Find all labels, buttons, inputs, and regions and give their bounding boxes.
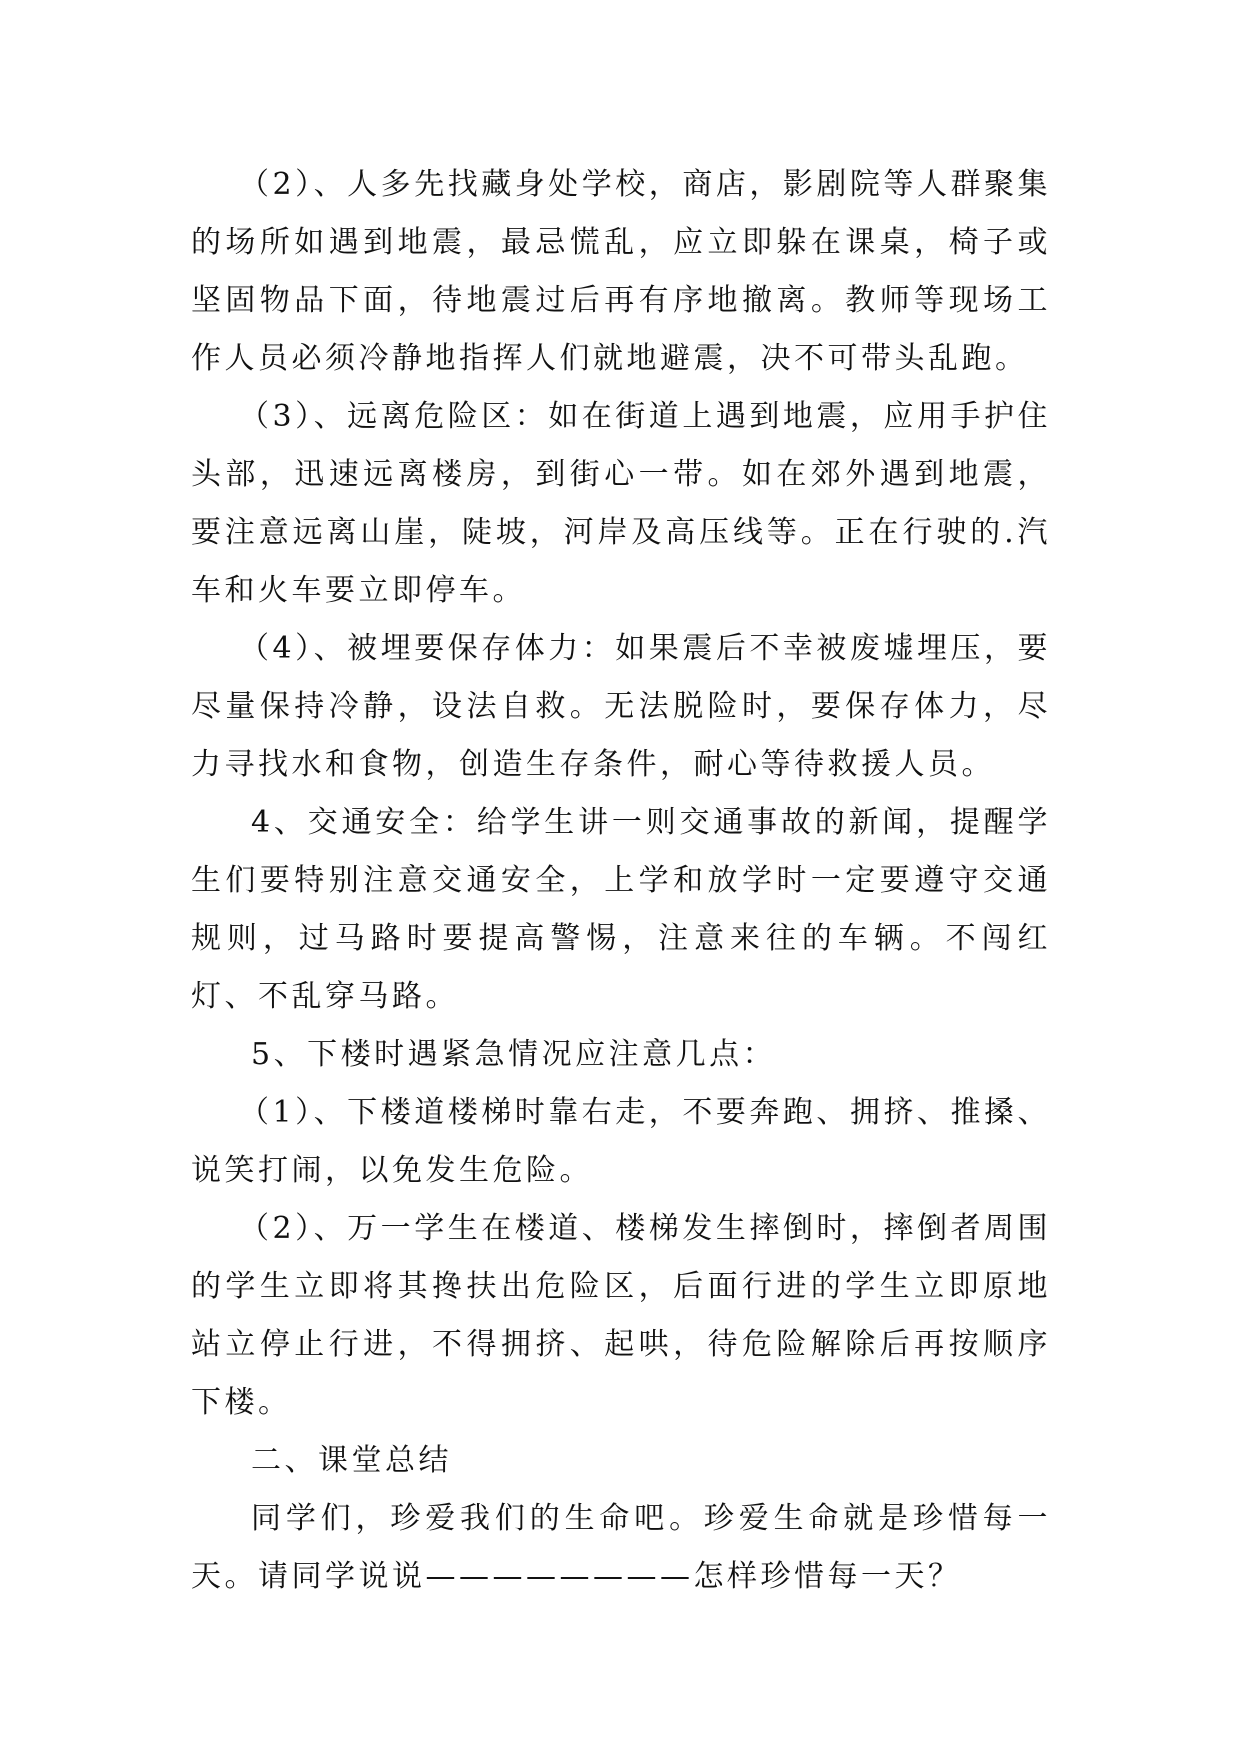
paragraph-summary: 同学们，珍爱我们的生命吧。珍爱生命就是珍惜每一天。请同学说说————————怎样珍惜每一天？ <box>191 1501 1051 1594</box>
paragraph-stairs-keep-right: （1）、下楼道楼梯时靠右走，不要奔跑、拥挤、推搡、说笑打闹，以免发生危险。 <box>191 1095 1051 1188</box>
section-heading-summary: 二、课堂总结 <box>251 1443 452 1478</box>
paragraph-earthquake-danger-zone: （3）、远离危险区：如在街道上遇到地震，应用手护住头部，迅速远离楼房，到街心一带。如在郊外遇到地震，要注意远离山崖，陡坡，河岸及高压线等。正在行驶的.汽车和火车要立即停车。 <box>191 399 1051 608</box>
document-body <box>191 156 1051 1606</box>
paragraph-traffic-safety: 4、交通安全：给学生讲一则交通事故的新闻，提醒学生们要特别注意交通安全，上学和放学时一定要遵守交通规则，过马路时要提高警惕，注意来往的车辆。不闯红灯、不乱穿马路。 <box>191 805 1051 1014</box>
paragraph-earthquake-buried: （4）、被埋要保存体力：如果震后不幸被废墟埋压，要尽量保持冷静，设法自救。无法脱险时，要保存体力，尽力寻找水和食物，创造生存条件，耐心等待救援人员。 <box>191 631 1051 782</box>
paragraph-earthquake-crowded-places: （2）、人多先找藏身处学校，商店，影剧院等人群聚集的场所如遇到地震，最忌慌乱，应立即躲在课桌，椅子或坚固物品下面，待地震过后再有序地撤离。教师等现场工作人员必须冷静地指挥人们就地避震，决不可带头乱跑。 <box>191 167 1051 376</box>
paragraph-stairs-heading: 5、下楼时遇紧急情况应注意几点： <box>251 1037 777 1072</box>
paragraph-stairs-fall: （2）、万一学生在楼道、楼梯发生摔倒时，摔倒者周围的学生立即将其搀扶出危险区，后面行进的学生立即原地站立停止行进，不得拥挤、起哄，待危险解除后再按顺序下楼。 <box>191 1211 1051 1420</box>
